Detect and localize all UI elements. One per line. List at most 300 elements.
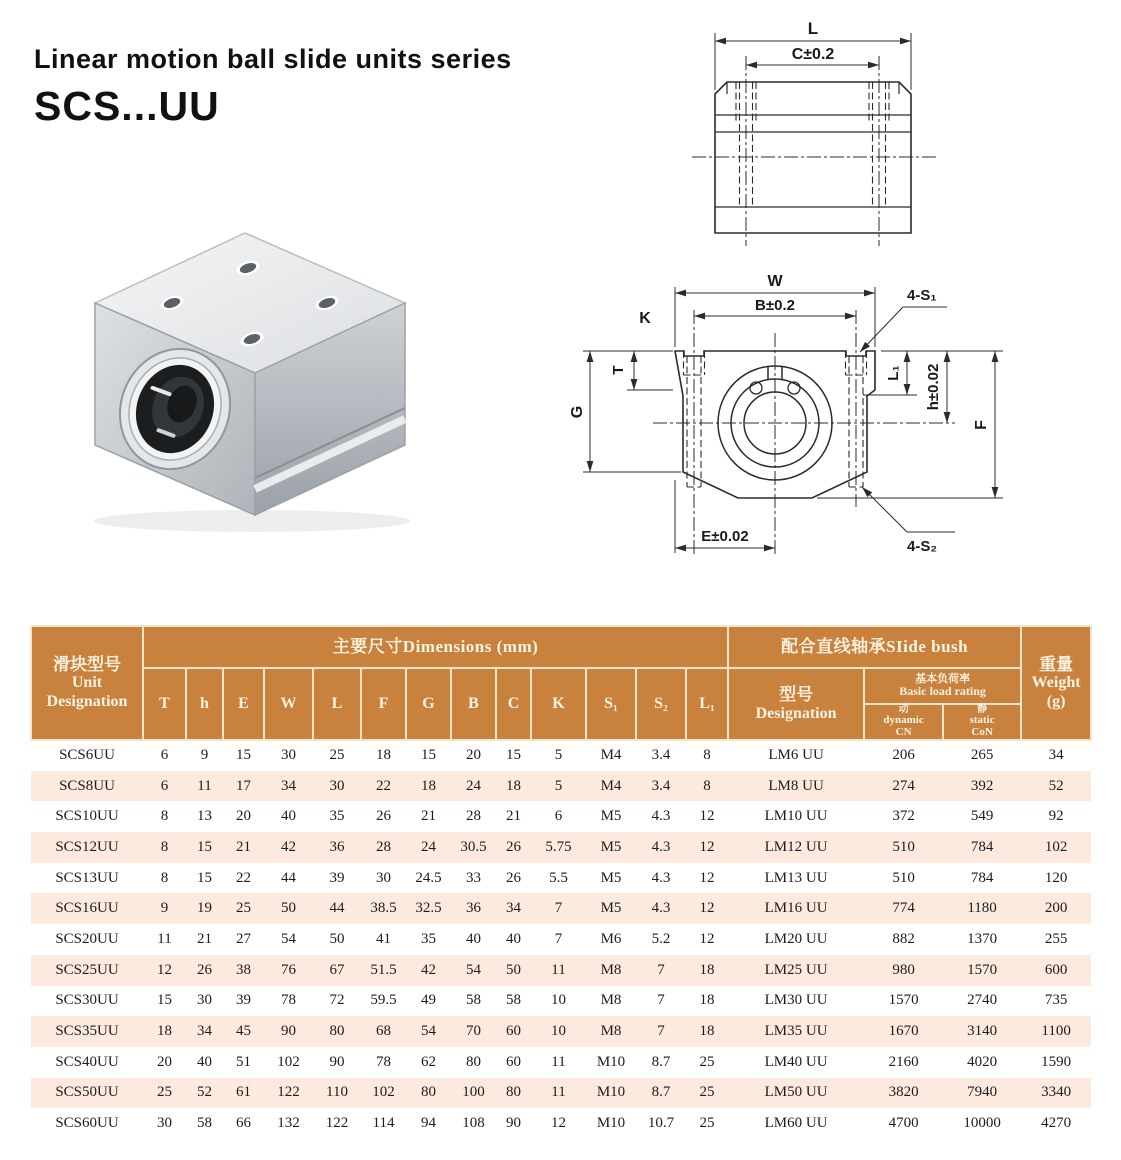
table-row <box>31 801 1091 832</box>
value-cell: 51 <box>236 1053 251 1070</box>
value-cell: 108 <box>462 1115 485 1132</box>
value-cell: 20 <box>236 808 251 825</box>
value-cell: 12 <box>699 900 715 917</box>
value-cell: 54 <box>466 961 481 978</box>
value-cell: 100 <box>462 1084 485 1101</box>
value-cell: 1590 <box>1041 1053 1072 1070</box>
value-cell: 28 <box>466 808 481 825</box>
value-cell: 784 <box>970 869 994 886</box>
value-cell: 255 <box>1044 930 1068 947</box>
value-cell: 62 <box>421 1053 436 1070</box>
value-cell: 206 <box>892 747 915 764</box>
value-cell: 5 <box>554 747 563 764</box>
unit-cell: SCS50UU <box>55 1084 119 1101</box>
dim-label-B: B±0.2 <box>755 297 795 314</box>
value-cell: 26 <box>197 961 212 978</box>
value-cell: 6 <box>554 808 563 825</box>
unit-cell: SCS25UU <box>55 961 119 978</box>
value-cell: 34 <box>1048 747 1064 764</box>
header-weight-en: Weight <box>1031 674 1081 692</box>
value-cell: 58 <box>466 992 481 1009</box>
value-cell: 1670 <box>888 1023 919 1040</box>
value-cell: 51.5 <box>370 961 397 978</box>
value-cell: 45 <box>236 1023 251 1040</box>
value-cell: 265 <box>970 747 994 764</box>
value-cell: 30.5 <box>460 838 487 855</box>
dim-label-E: E±0.02 <box>701 528 749 545</box>
value-cell: 600 <box>1044 961 1068 978</box>
dim-label-W: W <box>767 273 783 290</box>
value-cell: 12 <box>551 1115 566 1132</box>
value-cell: 32.5 <box>415 900 442 917</box>
value-cell: 1570 <box>888 992 919 1009</box>
value-cell: 40 <box>197 1053 212 1070</box>
value-cell: 22 <box>376 777 391 794</box>
header-col-C: C <box>496 668 531 740</box>
value-cell: 7 <box>657 1023 665 1040</box>
value-cell: 25 <box>699 1053 715 1070</box>
value-cell: 61 <box>236 1084 251 1101</box>
header-col-W: W <box>264 668 313 740</box>
value-cell: 21 <box>236 838 251 855</box>
unit-cell: SCS30UU <box>55 992 119 1009</box>
value-cell: 10 <box>551 1023 566 1040</box>
value-cell: 78 <box>376 1053 391 1070</box>
header-col-S2: S₂ <box>636 668 686 740</box>
top-view-hidden-holes <box>736 82 889 207</box>
header-basic-load-rating <box>864 668 1021 704</box>
header-load-en: Basic load rating <box>899 684 986 699</box>
value-cell: 4020 <box>967 1053 998 1070</box>
value-cell: M5 <box>600 869 622 886</box>
value-cell: 11 <box>157 930 172 947</box>
page-title: Linear motion ball slide units series <box>34 44 512 74</box>
value-cell: 30 <box>281 747 296 764</box>
value-cell: 5.2 <box>651 930 671 947</box>
value-cell: 4.3 <box>651 838 671 855</box>
value-cell: LM20 UU <box>764 930 828 947</box>
value-cell: 40 <box>506 930 521 947</box>
value-cell: M5 <box>600 838 622 855</box>
header-unit-en2: Designation <box>46 692 128 710</box>
value-cell: 21 <box>197 930 212 947</box>
value-cell: 4.3 <box>651 808 671 825</box>
value-cell: 66 <box>236 1115 251 1132</box>
value-cell: 9 <box>200 747 209 764</box>
value-cell: 12 <box>699 930 715 947</box>
value-cell: 372 <box>892 808 915 825</box>
value-cell: LM40 UU <box>764 1053 828 1070</box>
value-cell: 42 <box>421 961 436 978</box>
value-cell: 4270 <box>1041 1115 1072 1132</box>
dim-label-C: C±0.2 <box>791 46 835 63</box>
value-cell: M5 <box>600 900 622 917</box>
table-row <box>31 740 1091 771</box>
value-cell: 25 <box>329 747 345 764</box>
value-cell: 18 <box>157 1023 172 1040</box>
value-cell: 3820 <box>888 1084 919 1101</box>
value-cell: 80 <box>506 1084 521 1101</box>
value-cell: LM6 UU <box>768 747 824 764</box>
value-cell: 90 <box>281 1023 296 1040</box>
value-cell: 58 <box>506 992 521 1009</box>
value-cell: M4 <box>600 777 622 794</box>
value-cell: 13 <box>197 808 212 825</box>
unit-cell: SCS16UU <box>55 900 119 917</box>
value-cell: 12 <box>157 961 172 978</box>
value-cell: 59.5 <box>370 992 397 1009</box>
value-cell: LM25 UU <box>764 961 828 978</box>
header-col-S1: S₁ <box>586 668 636 740</box>
value-cell: 18 <box>699 1023 715 1040</box>
table-row <box>31 1108 1091 1139</box>
value-cell: 33 <box>466 869 481 886</box>
header-static-en: static <box>969 714 995 727</box>
value-cell: 30 <box>376 869 391 886</box>
value-cell: LM60 UU <box>764 1115 828 1132</box>
unit-cell: SCS6UU <box>59 747 115 764</box>
spec-table-body <box>31 740 1091 1139</box>
value-cell: 50 <box>506 961 521 978</box>
header-bush-designation-en: Designation <box>755 704 837 722</box>
header-static-unit: CoN <box>971 726 993 738</box>
value-cell: 50 <box>281 900 296 917</box>
value-cell: 12 <box>699 869 715 886</box>
value-cell: 36 <box>329 838 345 855</box>
unit-cell: SCS20UU <box>55 930 119 947</box>
value-cell: 18 <box>506 777 521 794</box>
value-cell: 34 <box>506 900 521 917</box>
value-cell: 8 <box>160 808 169 825</box>
front-view-drawing <box>555 255 1120 592</box>
header-static <box>943 704 1021 740</box>
value-cell: 20 <box>157 1053 172 1070</box>
header-unit-en1: Unit <box>71 674 103 692</box>
value-cell: 12 <box>699 838 715 855</box>
value-cell: M4 <box>600 747 622 764</box>
value-cell: 7 <box>554 930 563 947</box>
value-cell: LM13 UU <box>764 869 828 886</box>
dim-label-G: G <box>569 405 586 419</box>
header-dynamic-cn: 动 <box>898 704 909 716</box>
dim-label-S1: 4-S₁ <box>907 287 937 304</box>
value-cell: 38.5 <box>370 900 397 917</box>
value-cell: LM8 UU <box>768 777 824 794</box>
unit-cell: SCS13UU <box>55 869 119 886</box>
value-cell: 49 <box>421 992 436 1009</box>
value-cell: 9 <box>160 900 169 917</box>
value-cell: 39 <box>329 869 345 886</box>
value-cell: M8 <box>600 961 622 978</box>
value-cell: M6 <box>600 930 622 947</box>
value-cell: 11 <box>551 1053 566 1070</box>
spec-table <box>30 625 1090 1139</box>
value-cell: 50 <box>329 930 345 947</box>
value-cell: 8 <box>160 869 169 886</box>
header-col-F: F <box>361 668 406 740</box>
value-cell: 549 <box>970 808 994 825</box>
value-cell: 80 <box>421 1084 436 1101</box>
value-cell: 35 <box>421 930 436 947</box>
value-cell: 28 <box>376 838 391 855</box>
value-cell: 735 <box>1044 992 1068 1009</box>
table-row <box>31 1078 1091 1109</box>
value-cell: 1370 <box>967 930 998 947</box>
value-cell: 30 <box>329 777 345 794</box>
header-static-cn: 静 <box>977 704 988 716</box>
value-cell: 15 <box>157 992 172 1009</box>
value-cell: LM35 UU <box>764 1023 828 1040</box>
header-load-cn: 基本负荷率 <box>915 673 971 686</box>
value-cell: 52 <box>1048 777 1064 794</box>
value-cell: 68 <box>376 1023 391 1040</box>
value-cell: 1100 <box>1041 1023 1071 1040</box>
header-weight-cn: 重量 <box>1039 654 1074 674</box>
value-cell: 7 <box>657 961 665 978</box>
value-cell: 25 <box>236 900 251 917</box>
value-cell: 1180 <box>967 900 997 917</box>
header-col-K: K <box>531 668 586 740</box>
value-cell: 274 <box>892 777 915 794</box>
value-cell: 122 <box>325 1115 349 1132</box>
value-cell: 784 <box>970 838 994 855</box>
value-cell: 6 <box>160 747 169 764</box>
value-cell: 4.3 <box>651 869 671 886</box>
value-cell: 17 <box>236 777 251 794</box>
value-cell: 52 <box>197 1084 212 1101</box>
table-row <box>31 863 1091 894</box>
table-row <box>31 986 1091 1017</box>
value-cell: 76 <box>281 961 296 978</box>
value-cell: 25 <box>157 1084 172 1101</box>
value-cell: 19 <box>197 900 212 917</box>
value-cell: 2160 <box>888 1053 919 1070</box>
value-cell: 58 <box>197 1115 212 1132</box>
value-cell: 7 <box>554 900 563 917</box>
series-title: SCS...UU <box>34 83 220 129</box>
unit-cell: SCS12UU <box>55 838 119 855</box>
top-view-svg <box>625 8 1115 256</box>
value-cell: 12 <box>699 808 715 825</box>
value-cell: 15 <box>197 838 212 855</box>
dim-label-K: K <box>639 310 651 327</box>
value-cell: M10 <box>596 1115 626 1132</box>
value-cell: 5.5 <box>549 869 568 886</box>
table-row <box>31 1047 1091 1078</box>
value-cell: 20 <box>466 747 481 764</box>
value-cell: 11 <box>197 777 212 794</box>
header-weight <box>1021 626 1091 740</box>
value-cell: 102 <box>372 1084 395 1101</box>
value-cell: 8.7 <box>651 1053 671 1070</box>
value-cell: 5 <box>554 777 563 794</box>
header-col-E: E <box>223 668 264 740</box>
value-cell: 40 <box>281 808 296 825</box>
product-photo-svg <box>80 193 425 538</box>
value-cell: 41 <box>376 930 391 947</box>
value-cell: 24.5 <box>415 869 442 886</box>
value-cell: 3.4 <box>651 747 671 764</box>
value-cell: 24 <box>466 777 481 794</box>
value-cell: 30 <box>157 1115 172 1132</box>
value-cell: 30 <box>197 992 212 1009</box>
unit-cell: SCS40UU <box>55 1053 119 1070</box>
value-cell: 26 <box>506 838 521 855</box>
table-row <box>31 832 1091 863</box>
value-cell: 774 <box>892 900 915 917</box>
value-cell: 44 <box>329 900 345 917</box>
value-cell: 122 <box>277 1084 300 1101</box>
value-cell: 60 <box>506 1023 521 1040</box>
value-cell: 102 <box>277 1053 300 1070</box>
top-view-centerlines <box>692 56 937 246</box>
value-cell: 67 <box>329 961 345 978</box>
unit-cell: SCS8UU <box>59 777 115 794</box>
value-cell: 11 <box>551 961 566 978</box>
dim-label-L1: L₁ <box>885 365 902 381</box>
unit-cell: SCS35UU <box>55 1023 119 1040</box>
value-cell: 72 <box>329 992 345 1009</box>
value-cell: 18 <box>376 747 391 764</box>
value-cell: 132 <box>277 1115 300 1132</box>
table-row <box>31 924 1091 955</box>
value-cell: 2740 <box>967 992 998 1009</box>
header-dynamic-unit: CN <box>895 726 912 738</box>
value-cell: 22 <box>236 869 251 886</box>
value-cell: M10 <box>596 1084 626 1101</box>
value-cell: 54 <box>281 930 296 947</box>
value-cell: 21 <box>506 808 521 825</box>
header-col-G: G <box>406 668 451 740</box>
header-slide-bush-title: 配合直线轴承SIide bush <box>728 626 1021 668</box>
value-cell: 18 <box>699 992 715 1009</box>
value-cell: 26 <box>506 869 521 886</box>
value-cell: 90 <box>506 1115 521 1132</box>
dim-label-L: L <box>807 19 819 38</box>
value-cell: 15 <box>506 747 521 764</box>
value-cell: 39 <box>236 992 251 1009</box>
title-block <box>34 44 512 130</box>
value-cell: 510 <box>892 869 915 886</box>
table-row <box>31 955 1091 986</box>
value-cell: 24 <box>421 838 436 855</box>
value-cell: LM10 UU <box>764 808 828 825</box>
value-cell: 27 <box>236 930 251 947</box>
value-cell: 8.7 <box>651 1084 671 1101</box>
value-cell: M10 <box>596 1053 626 1070</box>
value-cell: 8 <box>160 838 169 855</box>
value-cell: 110 <box>326 1084 348 1101</box>
value-cell: 980 <box>892 961 915 978</box>
value-cell: 44 <box>281 869 296 886</box>
value-cell: 6 <box>160 777 169 794</box>
value-cell: 10000 <box>963 1115 1001 1132</box>
value-cell: 94 <box>421 1115 436 1132</box>
value-cell: 3.4 <box>651 777 671 794</box>
header-dimensions-title: 主要尺寸Dimensions (mm) <box>143 626 728 668</box>
value-cell: 392 <box>970 777 994 794</box>
header-col-T: T <box>143 668 186 740</box>
value-cell: 10 <box>551 992 566 1009</box>
value-cell: 10.7 <box>647 1115 675 1132</box>
front-view-svg <box>555 255 1120 587</box>
value-cell: 7940 <box>967 1084 998 1101</box>
value-cell: 200 <box>1044 900 1068 917</box>
header-bush-designation <box>728 668 864 740</box>
dim-label-T: T <box>610 365 627 375</box>
value-cell: 90 <box>329 1053 345 1070</box>
value-cell: 18 <box>421 777 436 794</box>
value-cell: LM30 UU <box>764 992 828 1009</box>
value-cell: 60 <box>506 1053 521 1070</box>
value-cell: 114 <box>372 1115 395 1132</box>
value-cell: 102 <box>1044 838 1068 855</box>
value-cell: 3140 <box>967 1023 998 1040</box>
value-cell: 25 <box>699 1084 715 1101</box>
value-cell: 3340 <box>1041 1084 1072 1101</box>
header-weight-unit: (g) <box>1046 692 1066 710</box>
value-cell: 70 <box>466 1023 481 1040</box>
value-cell: LM50 UU <box>764 1084 828 1101</box>
value-cell: M5 <box>600 808 622 825</box>
value-cell: 34 <box>197 1023 212 1040</box>
product-photo <box>80 193 425 543</box>
value-cell: 35 <box>329 808 345 825</box>
table-row <box>31 893 1091 924</box>
value-cell: 882 <box>892 930 915 947</box>
value-cell: 18 <box>699 961 715 978</box>
value-cell: 25 <box>699 1115 715 1132</box>
dim-label-h: h±0.02 <box>925 363 942 411</box>
value-cell: 8 <box>703 747 711 764</box>
table-row <box>31 1016 1091 1047</box>
header-col-B: B <box>451 668 496 740</box>
header-dynamic-en: dynamic <box>883 714 924 727</box>
header-dynamic <box>864 704 943 740</box>
value-cell: M8 <box>600 1023 622 1040</box>
value-cell: 510 <box>892 838 915 855</box>
value-cell: 120 <box>1044 869 1068 886</box>
value-cell: 26 <box>376 808 391 825</box>
value-cell: 15 <box>421 747 436 764</box>
value-cell: 21 <box>421 808 436 825</box>
value-cell: 38 <box>236 961 251 978</box>
value-cell: 42 <box>281 838 296 855</box>
table-row <box>31 771 1091 802</box>
dim-label-S2: 4-S₂ <box>907 538 938 555</box>
value-cell: 80 <box>466 1053 481 1070</box>
dim-label-F: F <box>973 420 990 430</box>
value-cell: 78 <box>281 992 296 1009</box>
top-view-drawing <box>625 8 1115 261</box>
value-cell: 8 <box>703 777 711 794</box>
header-col-L1: L₁ <box>686 668 728 740</box>
header-unit-cn: 滑块型号 <box>53 654 121 674</box>
value-cell: 36 <box>466 900 481 917</box>
value-cell: 5.75 <box>545 838 572 855</box>
unit-cell: SCS10UU <box>55 808 119 825</box>
value-cell: 92 <box>1048 808 1064 825</box>
header-col-L: L <box>313 668 361 740</box>
value-cell: 4700 <box>888 1115 919 1132</box>
value-cell: LM12 UU <box>764 838 828 855</box>
header-col-h: h <box>186 668 223 740</box>
unit-cell: SCS60UU <box>55 1115 119 1132</box>
value-cell: 54 <box>421 1023 436 1040</box>
value-cell: 11 <box>551 1084 566 1101</box>
value-cell: 15 <box>236 747 251 764</box>
value-cell: 4.3 <box>651 900 671 917</box>
